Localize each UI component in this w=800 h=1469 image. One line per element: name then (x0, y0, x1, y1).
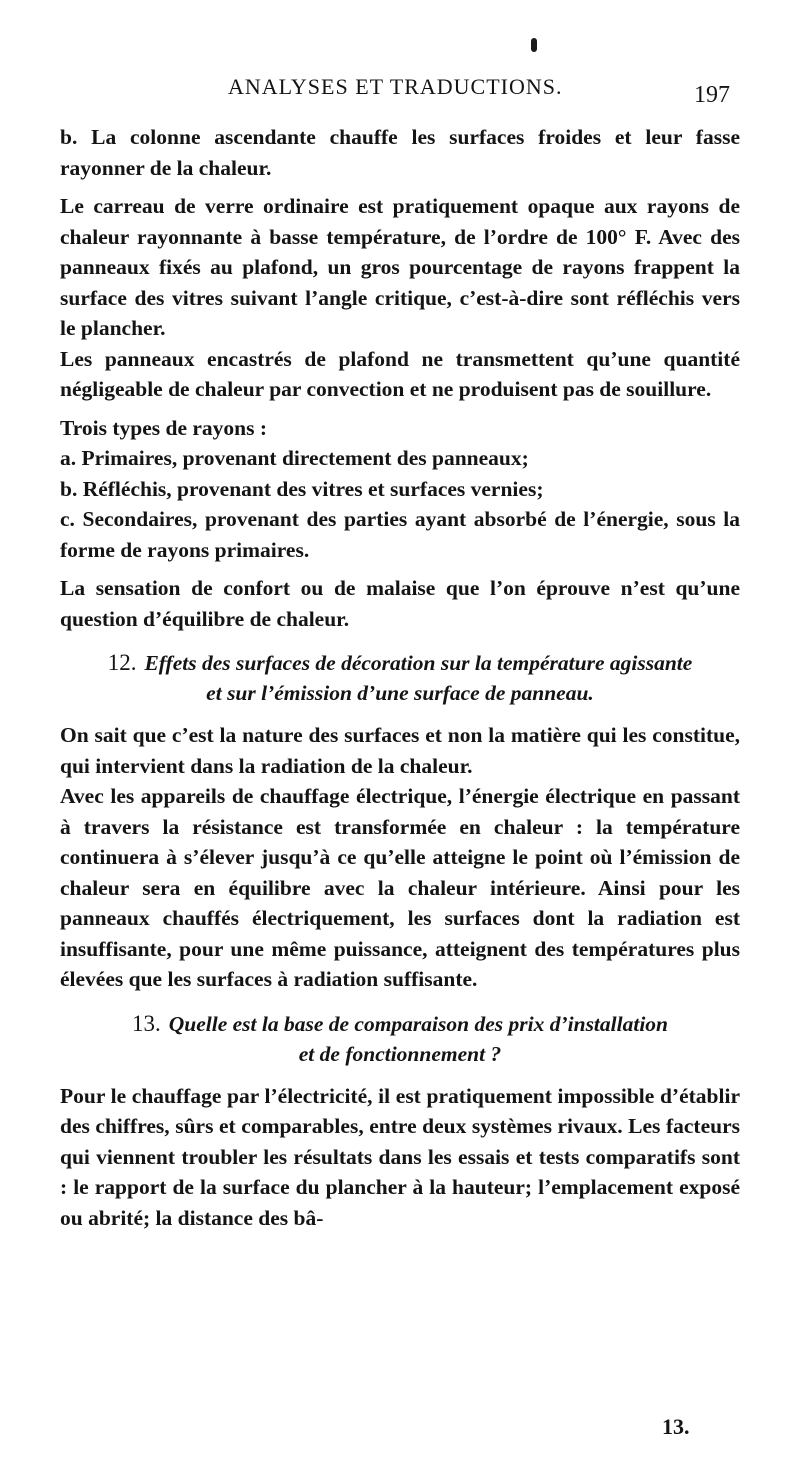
paragraph: Trois types de rayons : (60, 415, 268, 440)
paragraph: Avec les appareils de chauffage électrique, l’énergie électrique en passant à travers la résistance est transformée en chaleur : la température continuera à s’élever jusqu’à ce qu’elle atteigne le point où l’émission de chaleur sera en équilibre avec la chaleur intérieure. Ainsi pour les panneaux chauffés électriquement, les surfaces dont la radiation est insuffisante, pour une même puissance, atteignent des températures plus élevées que les surfaces à radiation suffisante. (60, 784, 740, 991)
paragraph: La sensation de confort ou de malaise que l’on éprouve n’est qu’une question d’équilibre de chaleur. (60, 576, 740, 631)
list-item: c. Secondaires, provenant des parties ayant absorbé de l’énergie, sous la forme de rayons primaires. (60, 507, 740, 562)
paragraph: Le carreau de verre ordinaire est pratiquement opaque aux rayons de chaleur rayonnante à basse température, de l’ordre de 100° F. Avec des panneaux fixés au plafond, un gros pourcentage de rayons frappent la surface des vitres suivant l’angle critique, c’est-à-dire sont réfléchis vers le plancher. (60, 194, 740, 340)
list-item: b. Réfléchis, provenant des vitres et surfaces vernies; (60, 476, 544, 501)
section-title-line: Quelle est la base de comparaison des prix d’installation (168, 1011, 669, 1036)
section-title-line: et de fonctionnement ? (298, 1041, 502, 1066)
running-title: ANALYSES ET TRADUCTIONS. (228, 74, 563, 99)
section-title-line: Effets des surfaces de décoration sur la température agissante (144, 651, 693, 675)
paragraph: Les panneaux encastrés de plafond ne transmettent qu’une quantité négligeable de chaleur par convection et ne produisent pas de souillure. (60, 346, 740, 401)
paragraph: Pour le chauffage par l’électricité, il est pratiquement impossible d’établir des chiffres, sûrs et comparables, entre deux systèmes rivaux. Les facteurs qui viennent troubler les résultats dans les essais et tests comparatifs sont : le rapport de la surface du plancher à la hauteur; l’emplacement exposé ou abrité; la distance des bâ- (60, 1083, 740, 1230)
section-title-line: et sur l’émission d’une surface de panneau. (206, 681, 594, 705)
list-item: a. Primaires, provenant directement des panneaux; (60, 446, 529, 470)
page-body (60, 122, 740, 1233)
section-number: 13. (131, 1010, 161, 1036)
ink-mark (531, 38, 537, 52)
section-number: 12. (107, 650, 137, 675)
section-13-heading (60, 1009, 740, 1069)
paragraph: On sait que c’est la nature des surfaces et non la matière qui les constitue, qui intervient dans la radiation de la chaleur. (60, 723, 740, 778)
paragraph: b. La colonne ascendante chauffe les surfaces froides et leur fasse rayonner de la chaleur. (60, 125, 740, 180)
page-number: 197 (694, 82, 730, 108)
signature-mark: 13. (662, 1414, 690, 1439)
section-12-heading (60, 648, 740, 708)
